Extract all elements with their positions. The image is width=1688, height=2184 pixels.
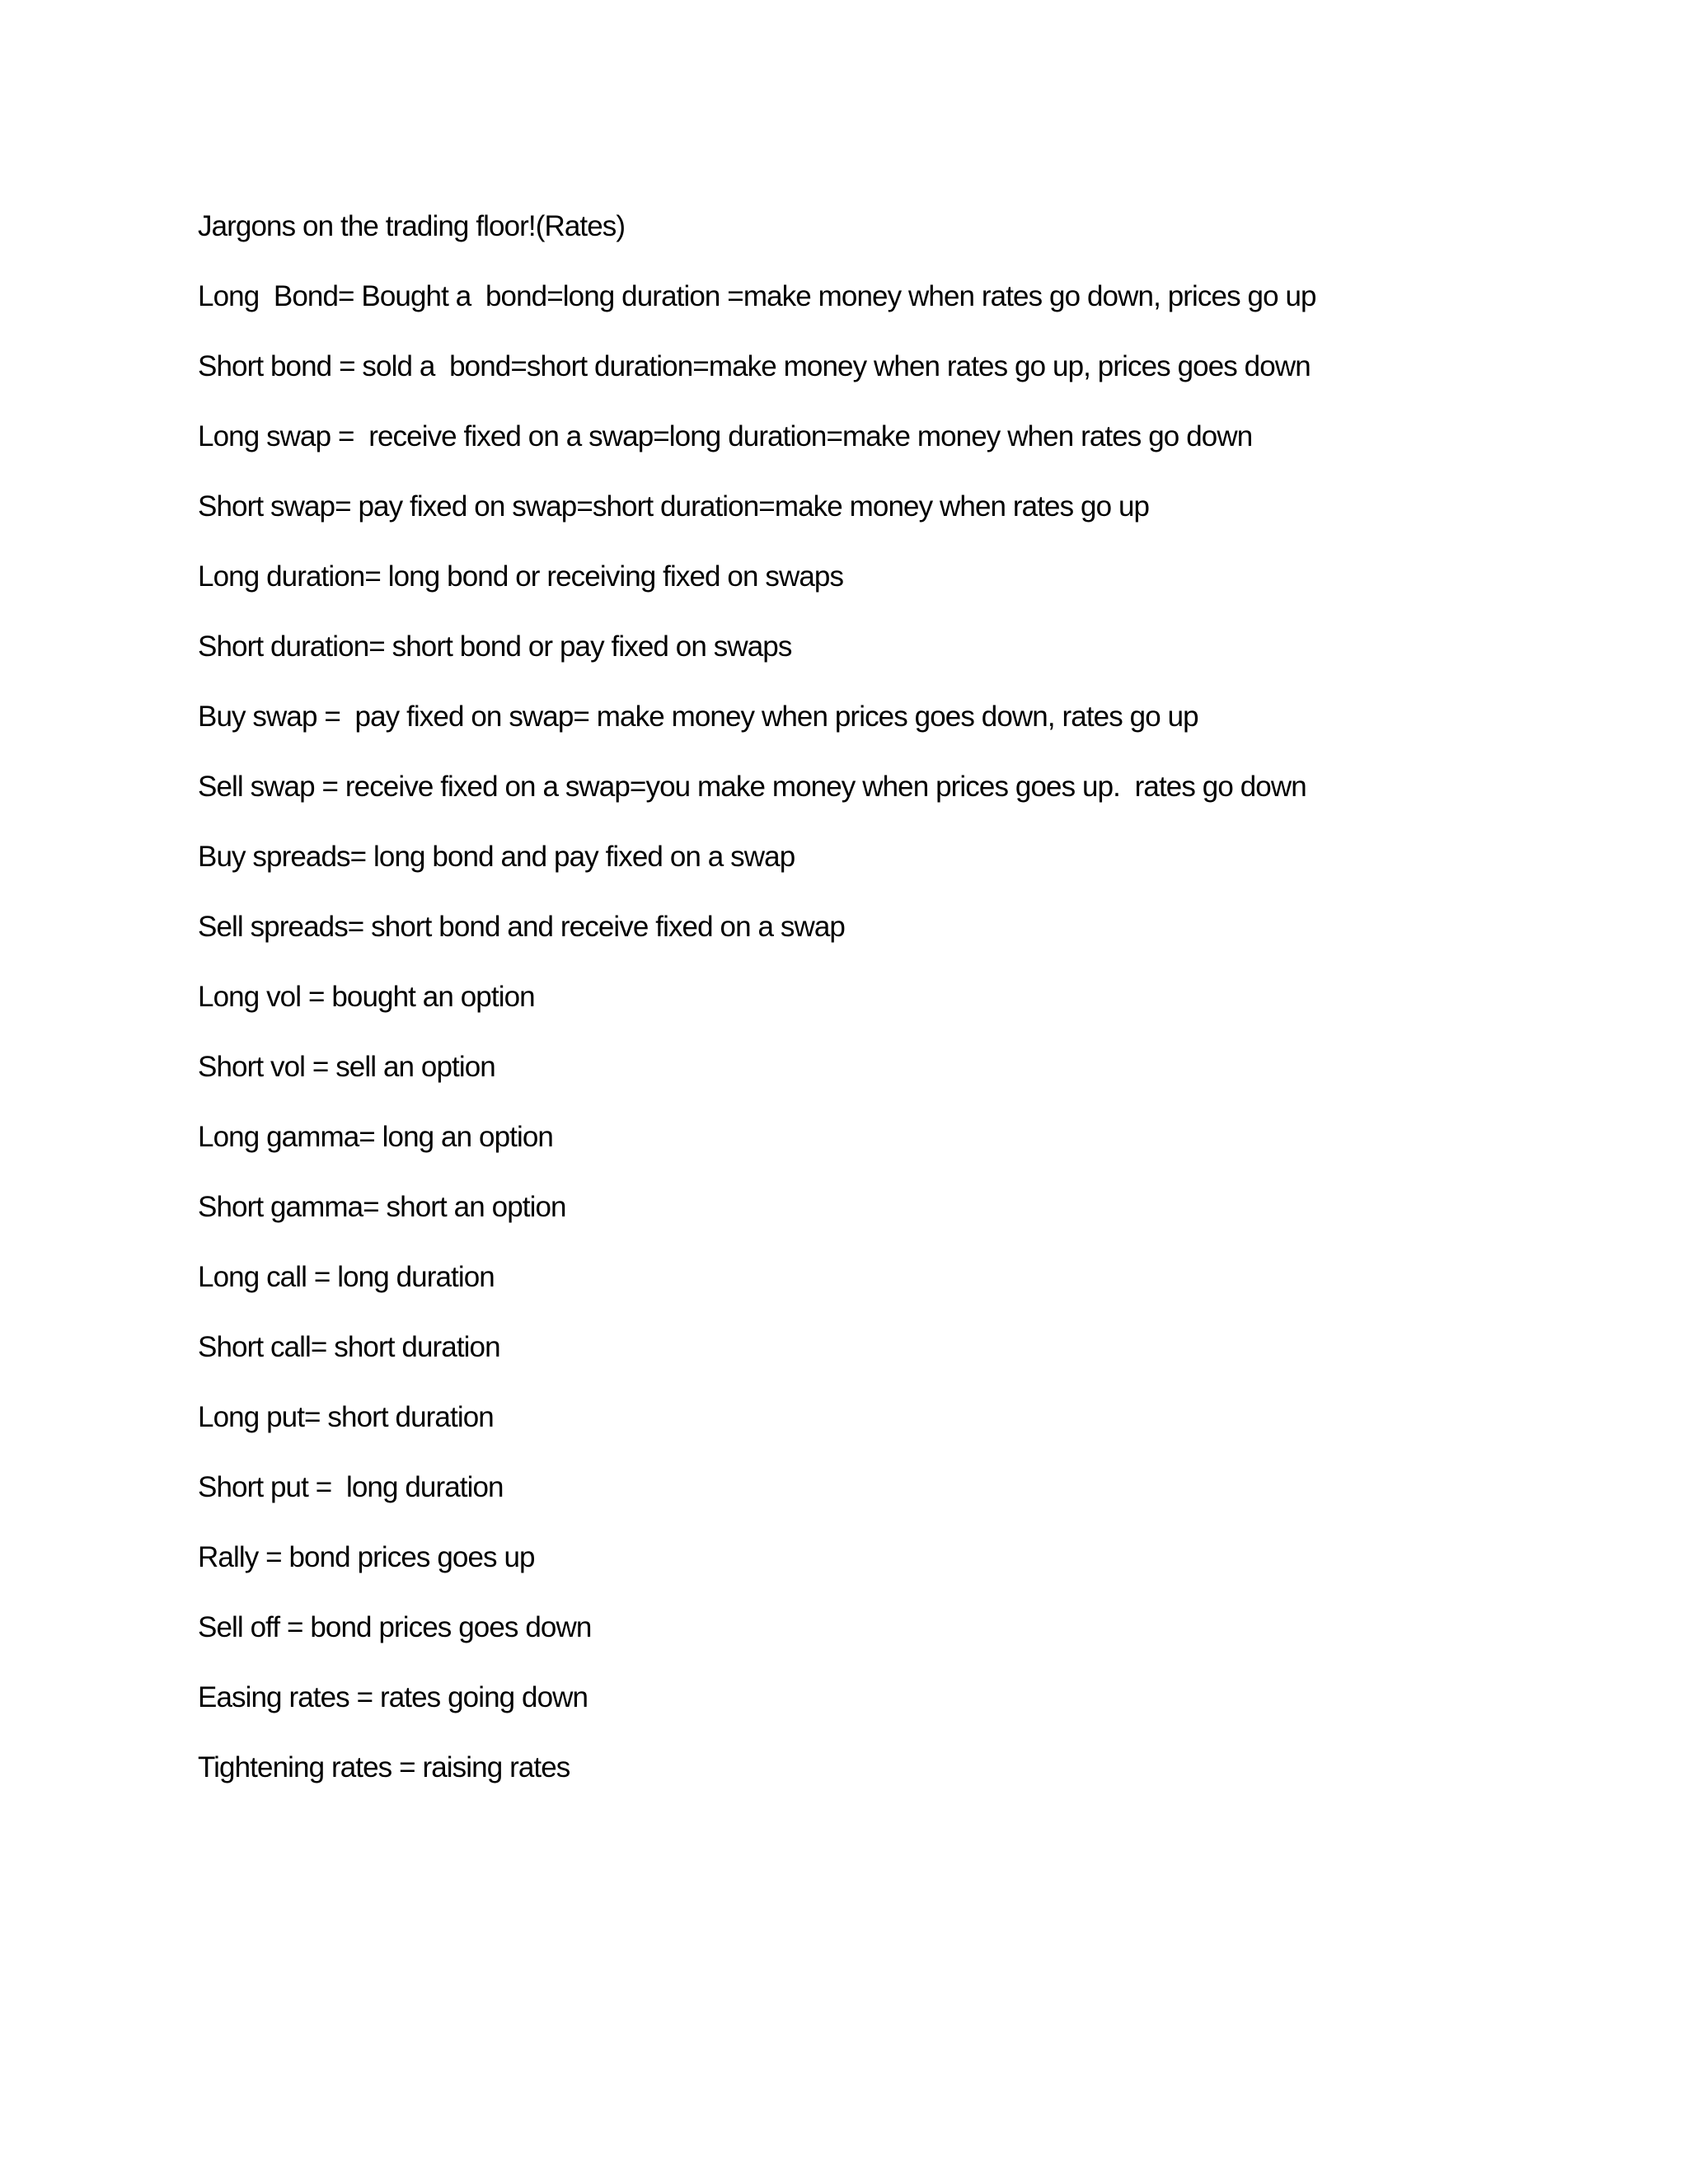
jargon-line: Long gamma= long an option xyxy=(198,1121,553,1153)
jargon-line: Short gamma= short an option xyxy=(198,1191,566,1223)
jargon-line: Short swap= pay fixed on swap=short duration=make money when rates go up xyxy=(198,490,1150,523)
jargon-line: Buy spreads= long bond and pay fixed on a swap xyxy=(198,841,795,873)
jargon-line: Long put= short duration xyxy=(198,1401,494,1433)
jargon-line: Short vol = sell an option xyxy=(198,1051,495,1083)
jargon-line: Short put = long duration xyxy=(198,1471,504,1503)
jargon-line: Short call= short duration xyxy=(198,1331,500,1363)
jargon-line: Sell spreads= short bond and receive fixed on a swap xyxy=(198,911,845,943)
document-title: Jargons on the trading floor!(Rates) xyxy=(198,210,626,242)
jargon-line: Buy swap = pay fixed on swap= make money when prices goes down, rates go up xyxy=(198,701,1198,733)
jargon-line: Sell off = bond prices goes down xyxy=(198,1611,592,1643)
jargon-line: Short duration= short bond or pay fixed on swaps xyxy=(198,630,792,663)
jargon-line: Tightening rates = raising rates xyxy=(198,1751,570,1783)
jargon-line: Short bond = sold a bond=short duration=make money when rates go up, prices goes down xyxy=(198,350,1311,382)
jargon-line: Long Bond= Bought a bond=long duration =make money when rates go down, prices go up xyxy=(198,280,1316,312)
jargon-line: Sell swap = receive fixed on a swap=you make money when prices goes up. rates go down xyxy=(198,771,1306,803)
jargon-line: Long vol = bought an option xyxy=(198,981,535,1013)
jargon-line: Long call = long duration xyxy=(198,1261,495,1293)
jargon-line: Long swap = receive fixed on a swap=long duration=make money when rates go down xyxy=(198,420,1253,452)
jargon-line: Rally = bond prices goes up xyxy=(198,1541,535,1573)
jargon-line: Long duration= long bond or receiving fixed on swaps xyxy=(198,560,844,593)
jargon-line: Easing rates = rates going down xyxy=(198,1681,588,1713)
document-body xyxy=(198,191,1599,1802)
